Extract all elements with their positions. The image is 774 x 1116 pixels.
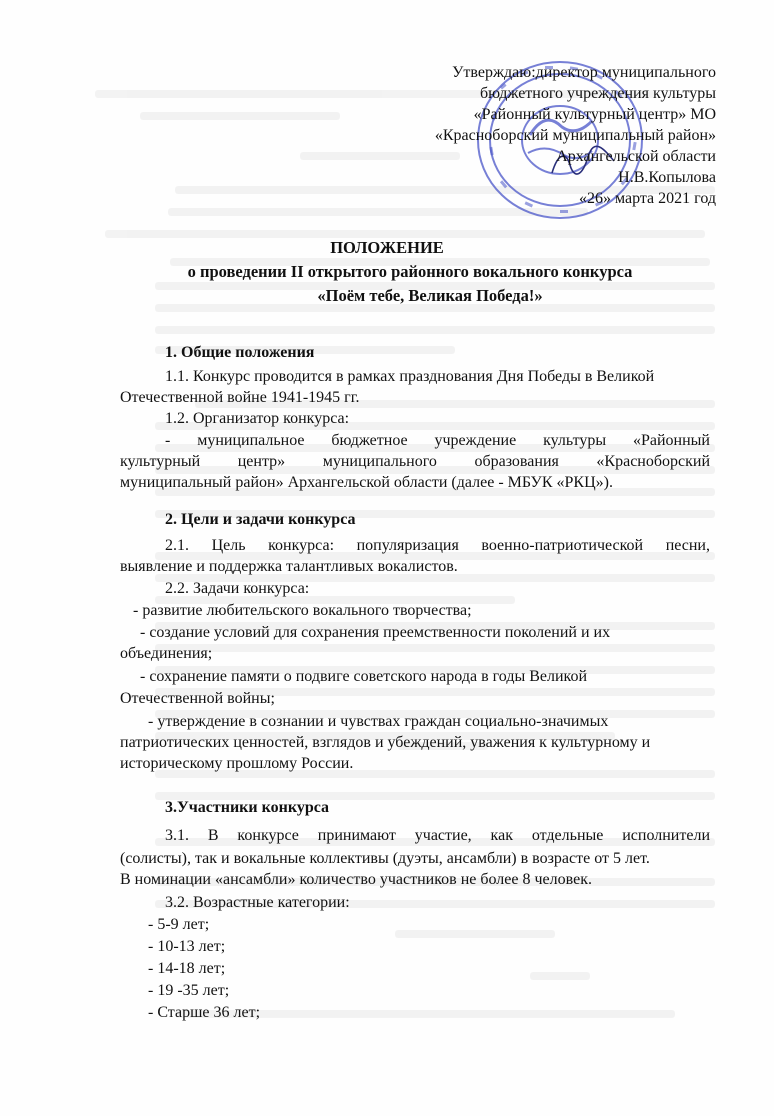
section-heading: 2. Цели и задачи конкурса (165, 511, 356, 528)
list-item: - 14-18 лет; (148, 960, 226, 977)
list-item: - развитие любительского вокального творчества; (133, 602, 472, 619)
paragraph-line: - муниципальное бюджетное учреждение культуры «Районный (165, 432, 710, 449)
paragraph-line: Отечественной войне 1941-1945 гг. (120, 389, 360, 406)
approval-line: Н.В.Копылова (618, 169, 716, 186)
paragraph-line: В номинации «ансамбли» количество участников не более 8 человек. (120, 871, 592, 888)
list-item: - сохранение памяти о подвиге советского народа в годы Великой (140, 668, 588, 685)
paragraph-line: 1.1. Конкурс проводится в рамках празднования Дня Победы в Великой (165, 368, 655, 385)
approval-block (386, 62, 716, 209)
paragraph-line: выявление и поддержка талантливых вокалистов. (120, 558, 458, 575)
list-item: - 19 -35 лет; (148, 982, 230, 999)
list-item: патриотических ценностей, взглядов и убеждений, уважения к культурному и (120, 734, 651, 751)
approval-line: бюджетного учреждения культуры (479, 85, 716, 102)
section-heading: 3.Участники конкурса (165, 799, 330, 816)
list-item: - создание условий для сохранения преемственности поколений и их (140, 624, 611, 641)
document-subtitle: о проведении II открытого районного вокального конкурса (187, 262, 633, 281)
paragraph-line: 2.2. Задачи конкурса: (165, 580, 310, 597)
approval-line: Утверждаю:директор муниципального (452, 64, 716, 81)
paragraph-line: 3.1. В конкурсе принимают участие, как отдельные исполнители (165, 827, 710, 844)
list-item: - утверждение в сознании и чувствах граждан социально-значимых (148, 713, 609, 730)
paragraph-line: культурный центр» муниципального образования «Красноборский (120, 453, 710, 470)
document-title: ПОЛОЖЕНИЕ (330, 238, 444, 257)
paragraph-line: 1.2. Организатор конкурса: (165, 410, 350, 427)
list-item: Отечественной войны; (120, 690, 275, 707)
list-item: объединения; (120, 645, 213, 662)
competition-name: «Поём тебе, Великая Победа!» (317, 286, 543, 305)
list-item: - 10-13 лет; (148, 938, 226, 955)
approval-line: «Красноборский муниципальный район» (434, 127, 716, 144)
section-heading: 1. Общие положения (165, 344, 315, 361)
paragraph-line: 3.2. Возрастные категории: (165, 894, 350, 911)
paragraph-line: 2.1. Цель конкурса: популяризация военно-патриотической песни, (165, 537, 710, 554)
paragraph-line: (солисты), так и вокальные коллективы (дуэты, ансамбли) в возрасте от 5 лет. (120, 850, 650, 867)
list-item: - Старше 36 лет; (148, 1004, 261, 1021)
list-item: - 5-9 лет; (148, 916, 210, 933)
approval-line: «Районный культурный центр» МО (473, 106, 716, 123)
approval-line: «26» марта 2021 год (578, 190, 716, 207)
approval-line: Архангельской области (556, 148, 716, 165)
list-item: историческому прошлому России. (120, 755, 354, 772)
paragraph-line: муниципальный район» Архангельской области (далее - МБУК «РКЦ»). (120, 474, 613, 491)
